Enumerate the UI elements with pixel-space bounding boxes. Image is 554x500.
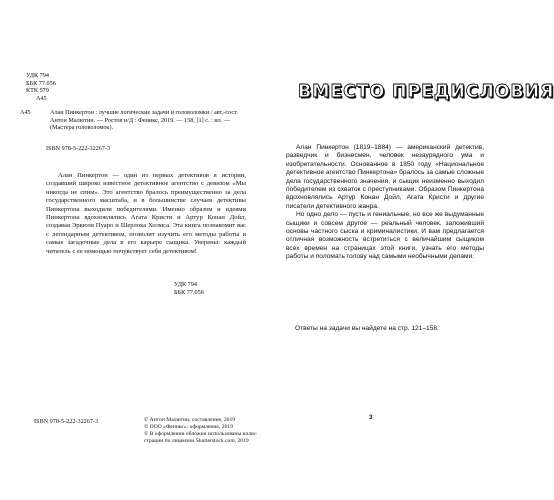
ktk-line: КТК 579 bbox=[26, 87, 49, 95]
udc-line: УДК 794 bbox=[26, 72, 49, 79]
answers-note: Ответы на задачи вы найдете на стр. 121–158. bbox=[295, 325, 439, 332]
author-mark-line: А45 bbox=[36, 94, 47, 102]
bib-text: Алан Пинкертон : лучшие логические задачи и головоломки / авт.-сост. Антон Малютин. — Ростов н/Д : Феникс, 2019. — 158, [1] с. : ил. — (Мастера головоломок). bbox=[50, 109, 238, 132]
isbn-bottom: ISBN 978-5-222-32267-3 bbox=[34, 418, 99, 425]
page-number: 3 bbox=[369, 414, 373, 421]
footer-udc bbox=[174, 281, 204, 296]
bibliographic-record bbox=[20, 109, 240, 132]
udc-block bbox=[26, 72, 146, 102]
bib-code: А45 bbox=[20, 109, 31, 116]
bbk-line: ББК 77.056 bbox=[26, 79, 56, 87]
copyright-block bbox=[144, 417, 258, 445]
copyright-line: © В оформлении обложки использованы иллю- bbox=[144, 431, 258, 437]
preface-paragraph: Алан Пинкертон (1819–1884) — американский детектив, разведчик и бизнесмен, человек незаурядного ума и изобретательности. Основанное в 1850 году «Национальное детективное агентство Пинкертона» бралось за самые сложные дела государственного значения, и сыщик неизменно выходил победителем из схваток с преступниками. Образом Пинкертона вдохновлялись Артур Конан Дойл, Агата Кристи и другие писатели детективного жанра. bbox=[286, 144, 484, 210]
preface-text bbox=[286, 144, 484, 262]
isbn-top: ISBN 978-5-222-32267-3 bbox=[46, 145, 111, 152]
copyright-line: © Антон Малютин, составление, 2019 bbox=[144, 417, 236, 423]
right-page bbox=[250, 0, 554, 500]
copyright-line: © ООО «Феникс»: оформление, 2019 bbox=[144, 424, 233, 430]
footer-bbk-line: ББК 77.056 bbox=[174, 288, 204, 296]
annotation-text: Алан Пинкертон — один из первых детективов в истории, создавший широко известное детективное агентство с девизом «Мы никогда не спим». Это агентство бралось преимущественно за дела государственного масштаба, и в большинстве случаев детективы Пинкертона выходили победителями. Именно образом и идеями Пинкертона вдохновлялись Агата Кристи и Артур Конан Дойл, создавая Эркюля Пуаро и Шерлока Холмса. Эта книга познакомит вас с легендарным детективом, позволит изучить его методы работы и самые загадочные дела в его карьере сыщика. Уверены: каждый читатель с ее помощью почувствует себя детективом! bbox=[46, 172, 246, 255]
preface-paragraph: Но одно дело — пусть и гениальные, но все же выдуманные сыщики и совсем другое — реальный человек, заложивший основы частного сыска и криминалистики. И вам предлагается отличная возможность встретиться с величайшим сыщиком всех времен на страницах этой книги, узнать его методы работы и поломать голову над самыми необычными делами. bbox=[286, 211, 484, 261]
left-page bbox=[0, 0, 258, 500]
copyright-line: страции по лицензии Shutterstock.com, 2019 bbox=[144, 438, 249, 444]
preface-heading: ВМЕСТО ПРЕДИСЛОВИЯ bbox=[298, 82, 554, 102]
footer-udc-line: УДК 794 bbox=[174, 281, 197, 288]
